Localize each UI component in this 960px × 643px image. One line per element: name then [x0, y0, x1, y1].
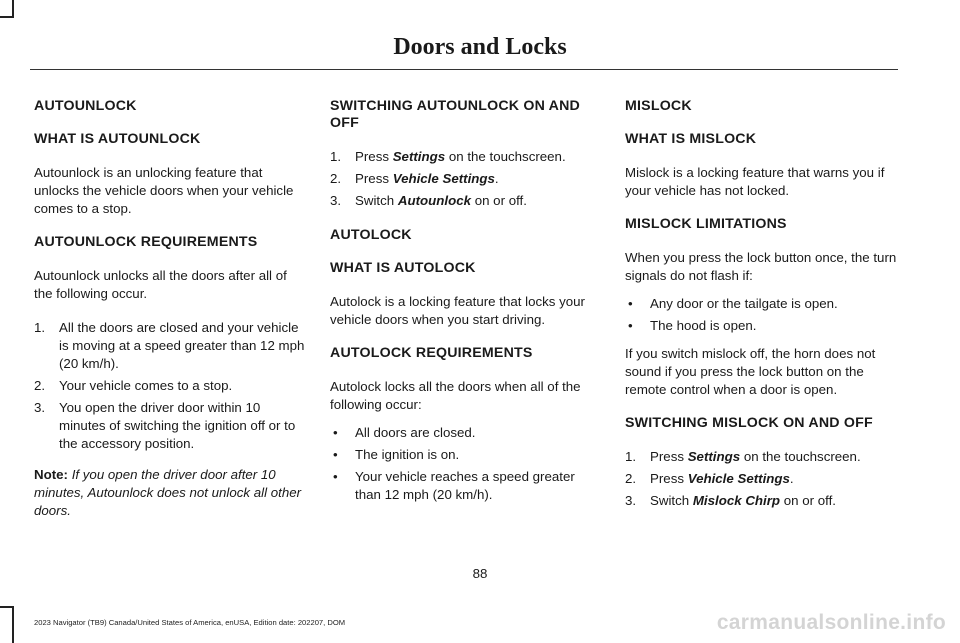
step-text: Press: [355, 149, 393, 164]
list-item: [330, 192, 602, 210]
menu-term: Autounlock: [397, 193, 471, 208]
list-item-text: Your vehicle reaches a speed greater than 12 mph (20 km/h).: [355, 469, 575, 502]
list-number: 1.: [625, 449, 637, 464]
list-number: 3.: [330, 193, 342, 208]
autounlock-switch-steps: [330, 148, 602, 210]
crop-mark: [0, 16, 14, 18]
list-item-text: Any door or the tailgate is open.: [650, 296, 838, 311]
list-number: 1.: [34, 320, 46, 335]
paragraph-what-is-mislock: Mislock is a locking feature that warns you if your vehicle has not locked.: [625, 165, 885, 198]
bullet: •: [628, 318, 633, 333]
header-divider: [30, 69, 898, 70]
subheading-autounlock-requirements: AUTOUNLOCK REQUIREMENTS: [34, 234, 258, 250]
menu-term: Vehicle Settings: [392, 171, 495, 186]
menu-term: Settings: [687, 449, 741, 464]
crop-mark: [0, 606, 14, 608]
step-text: Switch: [355, 193, 398, 208]
subheading-mislock-limitations: MISLOCK LIMITATIONS: [625, 216, 787, 232]
subheading-what-is-mislock: WHAT IS MISLOCK: [625, 131, 757, 147]
list-number: 2.: [625, 471, 637, 486]
list-item: [330, 468, 602, 504]
list-item: [34, 319, 306, 373]
page-title: Doors and Locks: [393, 34, 567, 60]
list-item-text: All the doors are closed and your vehicle is moving at a speed greater than 12 mph (20 km/h).: [59, 320, 305, 371]
step-text: on or off.: [471, 193, 527, 208]
note: [34, 466, 306, 520]
footer-edition-info: 2023 Navigator (TB9) Canada/United States of America, enUSA, Edition date: 202207, DOM: [34, 618, 346, 627]
subheading-what-is-autolock: WHAT IS AUTOLOCK: [330, 260, 476, 276]
step-text: .: [494, 171, 499, 186]
list-item-text: The hood is open.: [650, 318, 757, 333]
page-number: 88: [472, 566, 488, 581]
list-number: 1.: [330, 149, 342, 164]
bullet: •: [333, 447, 338, 462]
paragraph-what-is-autounlock: Autounlock is an unlocking feature that unlocks the vehicle doors when your vehicle comes to a stop.: [34, 165, 294, 216]
list-item: [625, 295, 897, 313]
paragraph-mislock-horn: If you switch mislock off, the horn does not sound if you press the lock button on the remote control when a door is open.: [625, 346, 876, 397]
subheading-switching-autounlock: SWITCHING AUTOUNLOCK ON AND OFF: [330, 98, 580, 131]
step-text: on or off.: [780, 493, 836, 508]
watermark: carmanualsonline.info: [716, 611, 946, 634]
step-text: Press: [355, 171, 393, 186]
paragraph-autolock-requirements: Autolock locks all the doors when all of the following occur:: [330, 379, 581, 412]
list-item-text: All doors are closed.: [355, 425, 476, 440]
subheading-autolock-requirements: AUTOLOCK REQUIREMENTS: [330, 345, 533, 361]
bullet: •: [333, 425, 338, 440]
step-text: on the touchscreen.: [740, 449, 861, 464]
menu-term: Settings: [392, 149, 446, 164]
list-item: [34, 377, 306, 395]
list-number: 2.: [330, 171, 342, 186]
list-item: [34, 399, 306, 453]
section-heading-autolock: AUTOLOCK: [330, 227, 412, 243]
list-item: [330, 170, 602, 188]
bullet: •: [333, 469, 338, 484]
autounlock-requirements-list: [34, 319, 306, 453]
paragraph-autounlock-requirements: Autounlock unlocks all the doors after all of the following occur.: [34, 268, 287, 301]
list-item: [330, 424, 602, 442]
autolock-requirements-list: [330, 424, 602, 504]
column-autolock: [330, 98, 602, 517]
list-item: [330, 148, 602, 166]
list-item: [625, 317, 897, 335]
mislock-limitations-list: [625, 295, 897, 335]
column-autounlock: [34, 98, 306, 536]
list-item-text: The ignition is on.: [355, 447, 460, 462]
step-text: Press: [650, 449, 688, 464]
subheading-switching-mislock: SWITCHING MISLOCK ON AND OFF: [625, 415, 873, 431]
list-item: [625, 448, 897, 466]
section-heading-autounlock: AUTOUNLOCK: [34, 98, 137, 114]
menu-term: Vehicle Settings: [687, 471, 790, 486]
list-number: 3.: [625, 493, 637, 508]
crop-mark: [12, 606, 14, 643]
step-text: Switch: [650, 493, 693, 508]
paragraph-what-is-autolock: Autolock is a locking feature that locks your vehicle doors when you start driving.: [330, 294, 585, 327]
list-number: 3.: [34, 400, 46, 415]
step-text: Press: [650, 471, 688, 486]
list-item: [625, 492, 897, 510]
step-text: on the touchscreen.: [445, 149, 566, 164]
list-item: [330, 446, 602, 464]
list-item-text: Your vehicle comes to a stop.: [59, 378, 233, 393]
column-mislock: [625, 98, 897, 523]
list-number: 2.: [34, 378, 46, 393]
note-label: Note:: [34, 467, 68, 482]
note-text: If you open the driver door after 10 minutes, Autounlock does not unlock all other doors.: [34, 467, 302, 518]
menu-term: Mislock Chirp: [692, 493, 781, 508]
section-heading-mislock: MISLOCK: [625, 98, 692, 114]
list-item: [625, 470, 897, 488]
paragraph-mislock-limitations: When you press the lock button once, the turn signals do not flash if:: [625, 250, 897, 283]
list-item-text: You open the driver door within 10 minutes of switching the ignition off or to the accessory position.: [59, 400, 296, 451]
mislock-switch-steps: [625, 448, 897, 510]
subheading-what-is-autounlock: WHAT IS AUTOUNLOCK: [34, 131, 201, 147]
bullet: •: [628, 296, 633, 311]
step-text: .: [789, 471, 794, 486]
